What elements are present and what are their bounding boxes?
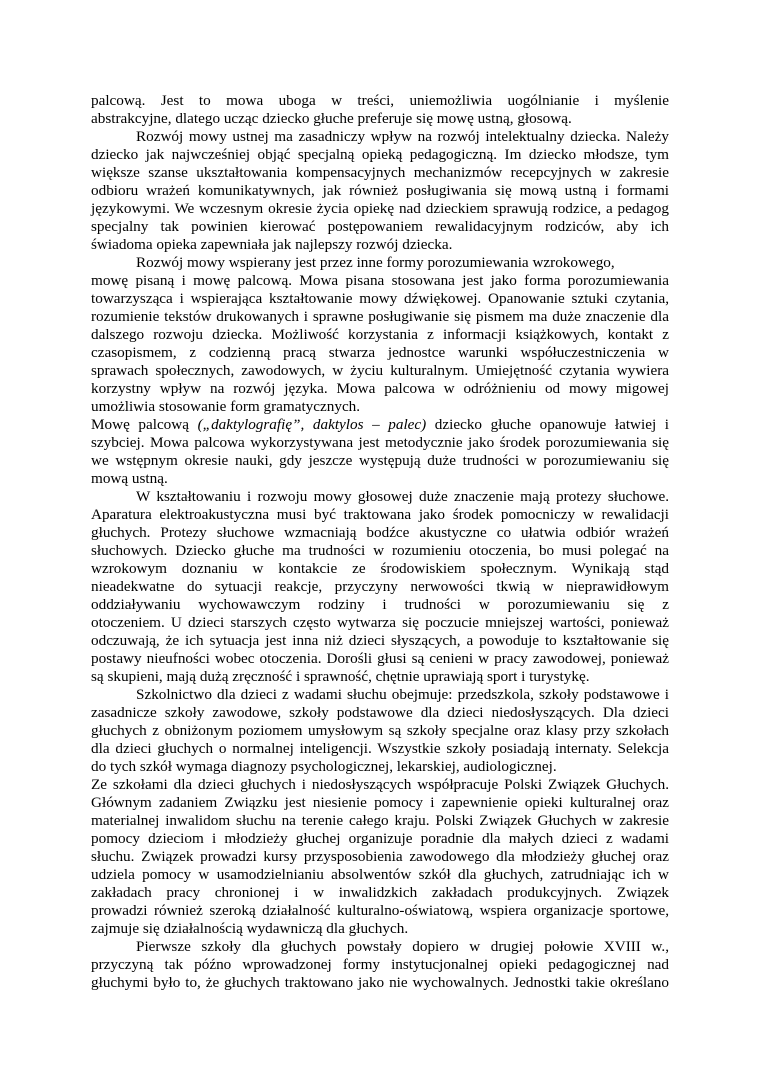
text-line: głuchymi było to, że głuchych traktowano jako nie wychowalnych. Jednostki takie określano	[91, 974, 669, 991]
text-line: Pierwsze szkoły dla głuchych powstały dopiero w drugiej połowie XVIII w.,	[136, 938, 669, 955]
text-line: postawy nieufności wobec otoczenia. Dorośli głusi są cenieni w pracy zawodowej, ponieważ	[91, 650, 669, 667]
text-line: szybciej. Mowa palcowa wykorzystywana jest metodycznie jako środek porozumiewania się	[91, 434, 669, 451]
text-line	[91, 416, 669, 434]
text-line: Rozwój mowy wspierany jest przez inne formy porozumiewania wzrokowego,	[136, 254, 615, 271]
text-line: głuchych z obniżonym poziomem umysłowym są szkoły specjalne oraz klasy przy szkołach	[91, 722, 669, 739]
text-segment: dziecko głuche opanowuje łatwiej i	[426, 416, 669, 433]
text-line: wzrokowym doznaniu w kontakcie ze środowiskiem społecznym. Wynikają stąd	[91, 560, 669, 577]
text-line: zakładach pracy chronionej i w inwalidzkich zakładach produkcyjnych. Związek	[91, 884, 669, 901]
text-line: językowymi. We wczesnym okresie życia opiekę nad dzieckiem sprawują rodzice, a pedagog	[91, 200, 669, 217]
text-line: odczuwają, że ich sytuacja jest inna niż dzieci słyszących, a powoduje to kształtowanie się	[91, 632, 669, 649]
text-line: Głównym zadaniem Związku jest niesienie pomocy i zapewnienie opieki kulturalnej oraz	[91, 794, 669, 811]
text-line: korzystny wpływ na rozwój języka. Mowa palcowa w odróżnieniu od mowy migowej	[91, 380, 669, 397]
text-line: świadoma opieka zapewniała jak najlepszy rozwój dziecka.	[91, 236, 453, 253]
text-line: zasadnicze szkoły zawodowe, szkoły podstawowe dla dzieci niedosłyszących. Dla dzieci	[91, 704, 669, 721]
text-line: abstrakcyjne, dlatego ucząc dziecko głuche preferuje się mowę ustną, głosową.	[91, 110, 572, 127]
text-line: dalszego rozwoju dziecka. Możliwość korzystania z informacji książkowych, kontakt z	[91, 326, 669, 343]
text-line: Rozwój mowy ustnej ma zasadniczy wpływ na rozwój intelektualny dziecka. Należy	[136, 128, 669, 145]
text-line: W kształtowaniu i rozwoju mowy głosowej duże znaczenie mają protezy słuchowe.	[136, 488, 669, 505]
text-line: dla dzieci głuchych o normalnej inteligencji. Wszystkie szkoły posiadają internaty. Selekcja	[91, 740, 669, 757]
text-line: oddziaływaniu wychowawczym rodziny i trudności w porozumiewaniu się z	[91, 596, 669, 613]
text-line: otoczeniem. U dzieci starszych często wytwarza się poczucie mniejszej wartości, ponieważ	[91, 614, 669, 631]
text-line: umożliwia stosowanie form gramatycznych.	[91, 398, 361, 415]
italic-text-segment: („daktylografię”, daktylos – palec)	[197, 416, 427, 433]
text-line: zajmuje się działalnością wydawniczą dla głuchych.	[91, 920, 409, 937]
text-line: mowę pisaną i mowę palcową. Mowa pisana stosowana jest jako forma porozumiewania	[91, 272, 669, 289]
text-line: głuchych. Protezy słuchowe wzmacniają bodźce akustyczne co ułatwia odbiór wrażeń	[91, 524, 669, 541]
text-segment: Mowę palcową	[91, 416, 198, 433]
text-line: Ze szkołami dla dzieci głuchych i niedosłyszących współpracuje Polski Związek Głuchych.	[91, 776, 669, 793]
text-line: nieadekwatne do sytuacji reakcje, przyczyny nerwowości tkwią w nieprawidłowym	[91, 578, 669, 595]
text-line: prowadzi również szeroką działalność kulturalno-oświatową, wspiera organizacje sportowe,	[91, 902, 669, 919]
text-line: Szkolnictwo dla dzieci z wadami słuchu obejmuje: przedszkola, szkoły podstawowe i	[136, 686, 669, 703]
text-line: towarzysząca i wspierająca kształtowanie mowy dźwiękowej. Opanowanie sztuki czytania,	[91, 290, 669, 307]
text-line: specjalny tak powinien kierować postępowaniem rewalidacyjnym rodziców, aby ich	[91, 218, 669, 235]
text-line: odbioru wrażeń komunikatywnych, jak również posługiwania się mową ustną i formami	[91, 182, 669, 199]
text-line: większe szanse ukształtowania kompensacyjnych mechanizmów recepcyjnych w zakresie	[91, 164, 669, 181]
text-line: są skupieni, mają dużą zręczność i sprawność, chętnie uprawiają sport i turystykę.	[91, 668, 590, 685]
text-line: materialnej inwalidom słuchu na terenie całego kraju. Polski Związek Głuchych w zakresie	[91, 812, 669, 829]
text-line: dziecko jak najwcześniej objąć specjalną opieką pedagogiczną. Im dziecko młodsze, tym	[91, 146, 669, 163]
text-line: słuchu. Związek prowadzi kursy przysposobienia zawodowego dla młodzieży głuchej oraz	[91, 848, 669, 865]
text-line: przyczyną tak późno wprowadzonej formy instytucjonalnej opieki pedagogicznej nad	[91, 956, 669, 973]
text-line: udziela pomocy w usamodzielnianiu absolwentów szkół dla głuchych, zatrudniając ich w	[91, 866, 669, 883]
text-line: słuchowych. Dziecko głuche ma trudności w rozumieniu otoczenia, bo musi polegać na	[91, 542, 669, 559]
text-line: Aparatura elektroakustyczna musi być traktowana jako środek pomocniczy w rewalidacji	[91, 506, 669, 523]
text-line: pomocy dzieciom i młodzieży głuchej organizuje poradnie dla małych dzieci z wadami	[91, 830, 669, 847]
text-line: rozumienie tekstów drukowanych i sprawne posługiwanie się pismem ma duże znaczenie dla	[91, 308, 669, 325]
text-line: palcową. Jest to mowa uboga w treści, uniemożliwia uogólnianie i myślenie	[91, 92, 669, 109]
text-line: mową ustną.	[91, 470, 168, 487]
text-line: do tych szkół wymaga diagnozy psychologicznej, lekarskiej, audiologicznej.	[91, 758, 557, 775]
text-line: czasopismem, z codzienną pracą stwarza jednostce warunki współuczestniczenia w	[91, 344, 669, 361]
text-line: sprawach społecznych, zawodowych, w życiu kulturalnym. Umiejętność czytania wywiera	[91, 362, 669, 379]
text-line: we wstępnym okresie nauki, gdy jeszcze występują duże trudności w porozumiewaniu się	[91, 452, 669, 469]
